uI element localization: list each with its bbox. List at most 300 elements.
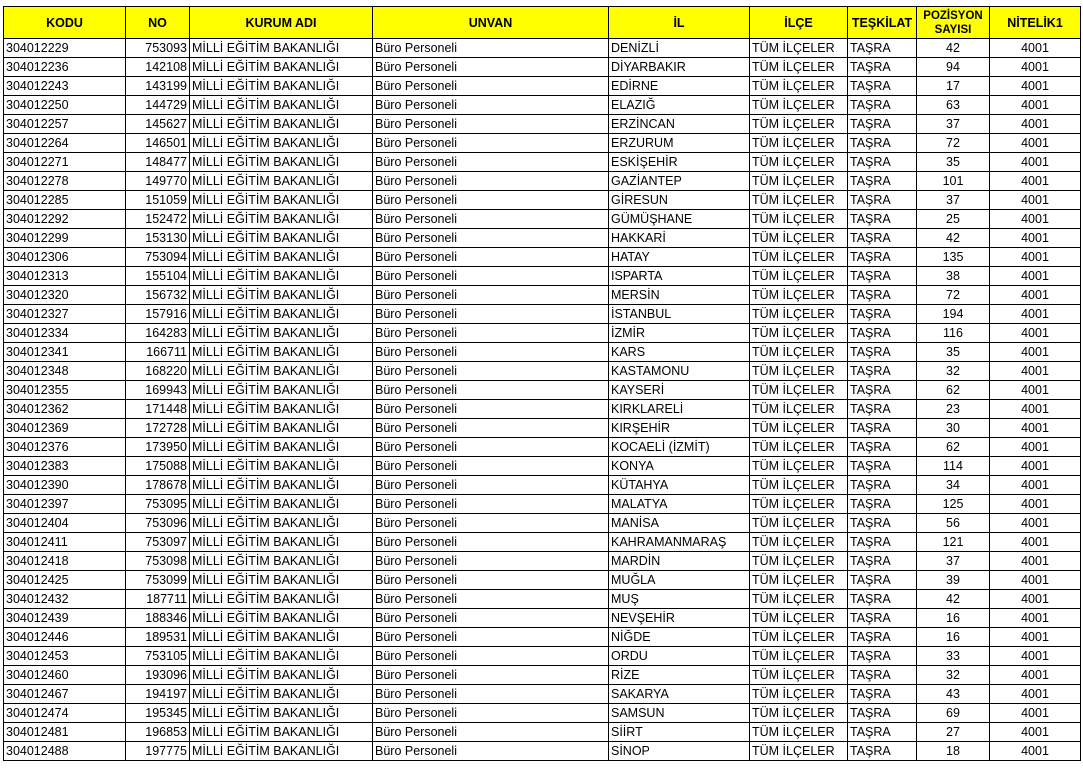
cell-pozisyon-sayisi: 27	[917, 723, 990, 742]
cell-kurum-adi: MİLLİ EĞİTİM BAKANLIĞI	[190, 438, 373, 457]
header-unvan: UNVAN	[373, 7, 609, 39]
cell-teskilat: TAŞRA	[848, 400, 917, 419]
table-row	[4, 400, 1081, 419]
cell-kodu: 304012236	[4, 58, 126, 77]
table-row	[4, 647, 1081, 666]
cell-il: KÜTAHYA	[609, 476, 750, 495]
cell-no: 157916	[126, 305, 190, 324]
cell-kurum-adi: MİLLİ EĞİTİM BAKANLIĞI	[190, 191, 373, 210]
cell-pozisyon-sayisi: 35	[917, 343, 990, 362]
cell-kodu: 304012467	[4, 685, 126, 704]
cell-nitelik1: 4001	[990, 438, 1081, 457]
header-pozisyon-line2: SAYISI	[934, 23, 972, 36]
cell-il: NİĞDE	[609, 628, 750, 647]
cell-il: ERZURUM	[609, 134, 750, 153]
cell-ilce: TÜM İLÇELER	[750, 286, 848, 305]
cell-no: 166711	[126, 343, 190, 362]
cell-il: KASTAMONU	[609, 362, 750, 381]
cell-pozisyon-sayisi: 42	[917, 590, 990, 609]
cell-pozisyon-sayisi: 114	[917, 457, 990, 476]
cell-teskilat: TAŞRA	[848, 476, 917, 495]
cell-unvan: Büro Personeli	[373, 704, 609, 723]
cell-nitelik1: 4001	[990, 191, 1081, 210]
cell-unvan: Büro Personeli	[373, 172, 609, 191]
cell-no: 197775	[126, 742, 190, 761]
cell-no: 143199	[126, 77, 190, 96]
cell-nitelik1: 4001	[990, 400, 1081, 419]
header-row	[4, 7, 1081, 39]
cell-ilce: TÜM İLÇELER	[750, 571, 848, 590]
cell-ilce: TÜM İLÇELER	[750, 191, 848, 210]
cell-pozisyon-sayisi: 94	[917, 58, 990, 77]
table-row	[4, 229, 1081, 248]
cell-ilce: TÜM İLÇELER	[750, 514, 848, 533]
cell-kodu: 304012271	[4, 153, 126, 172]
cell-unvan: Büro Personeli	[373, 324, 609, 343]
table-row	[4, 305, 1081, 324]
cell-kodu: 304012320	[4, 286, 126, 305]
cell-no: 169943	[126, 381, 190, 400]
cell-kurum-adi: MİLLİ EĞİTİM BAKANLIĞI	[190, 476, 373, 495]
table-row	[4, 172, 1081, 191]
cell-pozisyon-sayisi: 135	[917, 248, 990, 267]
cell-unvan: Büro Personeli	[373, 362, 609, 381]
cell-kodu: 304012418	[4, 552, 126, 571]
cell-il: EDİRNE	[609, 77, 750, 96]
cell-teskilat: TAŞRA	[848, 134, 917, 153]
cell-nitelik1: 4001	[990, 514, 1081, 533]
cell-teskilat: TAŞRA	[848, 229, 917, 248]
cell-pozisyon-sayisi: 101	[917, 172, 990, 191]
cell-pozisyon-sayisi: 42	[917, 39, 990, 58]
cell-teskilat: TAŞRA	[848, 590, 917, 609]
cell-ilce: TÜM İLÇELER	[750, 153, 848, 172]
cell-teskilat: TAŞRA	[848, 96, 917, 115]
cell-nitelik1: 4001	[990, 58, 1081, 77]
cell-pozisyon-sayisi: 18	[917, 742, 990, 761]
cell-no: 164283	[126, 324, 190, 343]
cell-nitelik1: 4001	[990, 666, 1081, 685]
cell-teskilat: TAŞRA	[848, 742, 917, 761]
cell-pozisyon-sayisi: 16	[917, 609, 990, 628]
cell-no: 173950	[126, 438, 190, 457]
cell-il: GÜMÜŞHANE	[609, 210, 750, 229]
cell-kurum-adi: MİLLİ EĞİTİM BAKANLIĞI	[190, 571, 373, 590]
cell-il: SİİRT	[609, 723, 750, 742]
cell-kodu: 304012362	[4, 400, 126, 419]
cell-ilce: TÜM İLÇELER	[750, 324, 848, 343]
cell-no: 753096	[126, 514, 190, 533]
cell-teskilat: TAŞRA	[848, 362, 917, 381]
cell-ilce: TÜM İLÇELER	[750, 39, 848, 58]
table-row	[4, 514, 1081, 533]
cell-kurum-adi: MİLLİ EĞİTİM BAKANLIĞI	[190, 628, 373, 647]
cell-il: ERZİNCAN	[609, 115, 750, 134]
cell-nitelik1: 4001	[990, 134, 1081, 153]
positions-table	[3, 6, 1081, 761]
cell-teskilat: TAŞRA	[848, 514, 917, 533]
cell-kodu: 304012481	[4, 723, 126, 742]
cell-il: KARS	[609, 343, 750, 362]
cell-no: 149770	[126, 172, 190, 191]
cell-ilce: TÜM İLÇELER	[750, 172, 848, 191]
cell-nitelik1: 4001	[990, 172, 1081, 191]
cell-pozisyon-sayisi: 72	[917, 134, 990, 153]
cell-no: 148477	[126, 153, 190, 172]
cell-nitelik1: 4001	[990, 609, 1081, 628]
cell-pozisyon-sayisi: 34	[917, 476, 990, 495]
header-ilce: İLÇE	[750, 7, 848, 39]
cell-ilce: TÜM İLÇELER	[750, 210, 848, 229]
cell-teskilat: TAŞRA	[848, 324, 917, 343]
cell-teskilat: TAŞRA	[848, 305, 917, 324]
cell-nitelik1: 4001	[990, 628, 1081, 647]
table-row	[4, 343, 1081, 362]
cell-nitelik1: 4001	[990, 343, 1081, 362]
table-row	[4, 476, 1081, 495]
cell-nitelik1: 4001	[990, 495, 1081, 514]
cell-unvan: Büro Personeli	[373, 723, 609, 742]
cell-kodu: 304012278	[4, 172, 126, 191]
table-row	[4, 590, 1081, 609]
cell-unvan: Büro Personeli	[373, 267, 609, 286]
cell-unvan: Büro Personeli	[373, 457, 609, 476]
cell-kurum-adi: MİLLİ EĞİTİM BAKANLIĞI	[190, 77, 373, 96]
cell-unvan: Büro Personeli	[373, 552, 609, 571]
cell-ilce: TÜM İLÇELER	[750, 666, 848, 685]
cell-kurum-adi: MİLLİ EĞİTİM BAKANLIĞI	[190, 267, 373, 286]
table-row	[4, 495, 1081, 514]
cell-ilce: TÜM İLÇELER	[750, 495, 848, 514]
cell-pozisyon-sayisi: 30	[917, 419, 990, 438]
cell-ilce: TÜM İLÇELER	[750, 305, 848, 324]
table-row	[4, 609, 1081, 628]
cell-kodu: 304012327	[4, 305, 126, 324]
table-row	[4, 628, 1081, 647]
cell-teskilat: TAŞRA	[848, 609, 917, 628]
cell-no: 196853	[126, 723, 190, 742]
cell-il: KAYSERİ	[609, 381, 750, 400]
cell-kodu: 304012390	[4, 476, 126, 495]
cell-il: KIRŞEHİR	[609, 419, 750, 438]
table-row	[4, 248, 1081, 267]
cell-kurum-adi: MİLLİ EĞİTİM BAKANLIĞI	[190, 400, 373, 419]
header-teskilat: TEŞKİLAT	[848, 7, 917, 39]
cell-no: 753105	[126, 647, 190, 666]
cell-ilce: TÜM İLÇELER	[750, 267, 848, 286]
cell-unvan: Büro Personeli	[373, 533, 609, 552]
cell-no: 187711	[126, 590, 190, 609]
cell-pozisyon-sayisi: 37	[917, 115, 990, 134]
cell-kodu: 304012376	[4, 438, 126, 457]
cell-nitelik1: 4001	[990, 115, 1081, 134]
table-row	[4, 58, 1081, 77]
cell-no: 195345	[126, 704, 190, 723]
header-pozisyon-sayisi	[917, 7, 990, 39]
cell-kurum-adi: MİLLİ EĞİTİM BAKANLIĞI	[190, 172, 373, 191]
cell-pozisyon-sayisi: 37	[917, 552, 990, 571]
cell-pozisyon-sayisi: 63	[917, 96, 990, 115]
cell-il: GAZİANTEP	[609, 172, 750, 191]
cell-il: NEVŞEHİR	[609, 609, 750, 628]
cell-ilce: TÜM İLÇELER	[750, 457, 848, 476]
cell-nitelik1: 4001	[990, 39, 1081, 58]
cell-ilce: TÜM İLÇELER	[750, 400, 848, 419]
cell-pozisyon-sayisi: 25	[917, 210, 990, 229]
header-kurum-adi: KURUM ADI	[190, 7, 373, 39]
cell-no: 155104	[126, 267, 190, 286]
cell-kurum-adi: MİLLİ EĞİTİM BAKANLIĞI	[190, 343, 373, 362]
cell-pozisyon-sayisi: 17	[917, 77, 990, 96]
cell-no: 194197	[126, 685, 190, 704]
cell-kurum-adi: MİLLİ EĞİTİM BAKANLIĞI	[190, 495, 373, 514]
cell-kodu: 304012446	[4, 628, 126, 647]
cell-pozisyon-sayisi: 16	[917, 628, 990, 647]
cell-unvan: Büro Personeli	[373, 210, 609, 229]
cell-ilce: TÜM İLÇELER	[750, 438, 848, 457]
table-row	[4, 96, 1081, 115]
cell-kurum-adi: MİLLİ EĞİTİM BAKANLIĞI	[190, 248, 373, 267]
cell-kodu: 304012355	[4, 381, 126, 400]
cell-ilce: TÜM İLÇELER	[750, 742, 848, 761]
cell-nitelik1: 4001	[990, 77, 1081, 96]
cell-kodu: 304012292	[4, 210, 126, 229]
cell-teskilat: TAŞRA	[848, 343, 917, 362]
cell-teskilat: TAŞRA	[848, 419, 917, 438]
cell-unvan: Büro Personeli	[373, 571, 609, 590]
cell-kurum-adi: MİLLİ EĞİTİM BAKANLIĞI	[190, 362, 373, 381]
cell-kurum-adi: MİLLİ EĞİTİM BAKANLIĞI	[190, 153, 373, 172]
cell-unvan: Büro Personeli	[373, 343, 609, 362]
cell-no: 753098	[126, 552, 190, 571]
cell-ilce: TÜM İLÇELER	[750, 609, 848, 628]
cell-kurum-adi: MİLLİ EĞİTİM BAKANLIĞI	[190, 742, 373, 761]
cell-kodu: 304012453	[4, 647, 126, 666]
cell-nitelik1: 4001	[990, 552, 1081, 571]
cell-kurum-adi: MİLLİ EĞİTİM BAKANLIĞI	[190, 229, 373, 248]
cell-no: 193096	[126, 666, 190, 685]
cell-il: İSTANBUL	[609, 305, 750, 324]
cell-kurum-adi: MİLLİ EĞİTİM BAKANLIĞI	[190, 419, 373, 438]
cell-teskilat: TAŞRA	[848, 552, 917, 571]
cell-kurum-adi: MİLLİ EĞİTİM BAKANLIĞI	[190, 533, 373, 552]
cell-kodu: 304012369	[4, 419, 126, 438]
cell-teskilat: TAŞRA	[848, 457, 917, 476]
cell-il: KAHRAMANMARAŞ	[609, 533, 750, 552]
cell-kodu: 304012257	[4, 115, 126, 134]
cell-unvan: Büro Personeli	[373, 647, 609, 666]
cell-il: MUĞLA	[609, 571, 750, 590]
cell-ilce: TÜM İLÇELER	[750, 723, 848, 742]
cell-il: RİZE	[609, 666, 750, 685]
cell-unvan: Büro Personeli	[373, 476, 609, 495]
cell-pozisyon-sayisi: 37	[917, 191, 990, 210]
cell-ilce: TÜM İLÇELER	[750, 343, 848, 362]
cell-no: 145627	[126, 115, 190, 134]
cell-ilce: TÜM İLÇELER	[750, 685, 848, 704]
cell-unvan: Büro Personeli	[373, 153, 609, 172]
cell-kurum-adi: MİLLİ EĞİTİM BAKANLIĞI	[190, 115, 373, 134]
cell-kodu: 304012397	[4, 495, 126, 514]
cell-ilce: TÜM İLÇELER	[750, 590, 848, 609]
cell-kurum-adi: MİLLİ EĞİTİM BAKANLIĞI	[190, 324, 373, 343]
cell-kurum-adi: MİLLİ EĞİTİM BAKANLIĞI	[190, 96, 373, 115]
cell-nitelik1: 4001	[990, 153, 1081, 172]
cell-nitelik1: 4001	[990, 210, 1081, 229]
cell-unvan: Büro Personeli	[373, 438, 609, 457]
cell-ilce: TÜM İLÇELER	[750, 362, 848, 381]
cell-il: İZMİR	[609, 324, 750, 343]
cell-il: ISPARTA	[609, 267, 750, 286]
cell-pozisyon-sayisi: 125	[917, 495, 990, 514]
table-row	[4, 742, 1081, 761]
cell-il: KONYA	[609, 457, 750, 476]
cell-kodu: 304012285	[4, 191, 126, 210]
cell-unvan: Büro Personeli	[373, 134, 609, 153]
cell-ilce: TÜM İLÇELER	[750, 96, 848, 115]
cell-kurum-adi: MİLLİ EĞİTİM BAKANLIĞI	[190, 39, 373, 58]
cell-il: MANİSA	[609, 514, 750, 533]
cell-kurum-adi: MİLLİ EĞİTİM BAKANLIĞI	[190, 58, 373, 77]
cell-kurum-adi: MİLLİ EĞİTİM BAKANLIĞI	[190, 609, 373, 628]
cell-nitelik1: 4001	[990, 476, 1081, 495]
cell-nitelik1: 4001	[990, 723, 1081, 742]
cell-no: 753094	[126, 248, 190, 267]
cell-nitelik1: 4001	[990, 590, 1081, 609]
cell-teskilat: TAŞRA	[848, 666, 917, 685]
cell-no: 144729	[126, 96, 190, 115]
cell-kodu: 304012306	[4, 248, 126, 267]
cell-pozisyon-sayisi: 23	[917, 400, 990, 419]
table-row	[4, 286, 1081, 305]
cell-il: ORDU	[609, 647, 750, 666]
table-row	[4, 39, 1081, 58]
cell-ilce: TÜM İLÇELER	[750, 552, 848, 571]
table-row	[4, 210, 1081, 229]
cell-kodu: 304012341	[4, 343, 126, 362]
cell-il: SAMSUN	[609, 704, 750, 723]
cell-unvan: Büro Personeli	[373, 77, 609, 96]
cell-nitelik1: 4001	[990, 229, 1081, 248]
cell-pozisyon-sayisi: 121	[917, 533, 990, 552]
cell-kurum-adi: MİLLİ EĞİTİM BAKANLIĞI	[190, 286, 373, 305]
cell-il: SİNOP	[609, 742, 750, 761]
cell-unvan: Büro Personeli	[373, 58, 609, 77]
table-row	[4, 115, 1081, 134]
table-row	[4, 723, 1081, 742]
cell-teskilat: TAŞRA	[848, 438, 917, 457]
table-row	[4, 191, 1081, 210]
cell-kodu: 304012229	[4, 39, 126, 58]
table-row	[4, 571, 1081, 590]
cell-nitelik1: 4001	[990, 324, 1081, 343]
cell-nitelik1: 4001	[990, 362, 1081, 381]
cell-unvan: Büro Personeli	[373, 39, 609, 58]
cell-no: 152472	[126, 210, 190, 229]
cell-nitelik1: 4001	[990, 685, 1081, 704]
cell-kodu: 304012243	[4, 77, 126, 96]
cell-no: 156732	[126, 286, 190, 305]
cell-teskilat: TAŞRA	[848, 647, 917, 666]
cell-teskilat: TAŞRA	[848, 533, 917, 552]
cell-unvan: Büro Personeli	[373, 666, 609, 685]
table-row	[4, 153, 1081, 172]
cell-unvan: Büro Personeli	[373, 514, 609, 533]
cell-nitelik1: 4001	[990, 286, 1081, 305]
cell-pozisyon-sayisi: 116	[917, 324, 990, 343]
cell-kodu: 304012432	[4, 590, 126, 609]
cell-ilce: TÜM İLÇELER	[750, 77, 848, 96]
cell-kodu: 304012425	[4, 571, 126, 590]
cell-kurum-adi: MİLLİ EĞİTİM BAKANLIĞI	[190, 381, 373, 400]
cell-kurum-adi: MİLLİ EĞİTİM BAKANLIĞI	[190, 723, 373, 742]
cell-pozisyon-sayisi: 69	[917, 704, 990, 723]
cell-nitelik1: 4001	[990, 248, 1081, 267]
cell-kodu: 304012411	[4, 533, 126, 552]
cell-teskilat: TAŞRA	[848, 77, 917, 96]
cell-ilce: TÜM İLÇELER	[750, 134, 848, 153]
cell-ilce: TÜM İLÇELER	[750, 58, 848, 77]
cell-il: ESKİŞEHİR	[609, 153, 750, 172]
cell-unvan: Büro Personeli	[373, 495, 609, 514]
cell-kurum-adi: MİLLİ EĞİTİM BAKANLIĞI	[190, 514, 373, 533]
cell-teskilat: TAŞRA	[848, 58, 917, 77]
table-row	[4, 685, 1081, 704]
cell-nitelik1: 4001	[990, 267, 1081, 286]
cell-unvan: Büro Personeli	[373, 305, 609, 324]
cell-kurum-adi: MİLLİ EĞİTİM BAKANLIĞI	[190, 666, 373, 685]
cell-teskilat: TAŞRA	[848, 39, 917, 58]
table-row	[4, 362, 1081, 381]
cell-pozisyon-sayisi: 62	[917, 381, 990, 400]
cell-pozisyon-sayisi: 32	[917, 666, 990, 685]
table-row	[4, 533, 1081, 552]
cell-teskilat: TAŞRA	[848, 571, 917, 590]
table-row	[4, 267, 1081, 286]
cell-unvan: Büro Personeli	[373, 419, 609, 438]
cell-unvan: Büro Personeli	[373, 96, 609, 115]
table-row	[4, 381, 1081, 400]
cell-nitelik1: 4001	[990, 419, 1081, 438]
cell-no: 142108	[126, 58, 190, 77]
cell-kurum-adi: MİLLİ EĞİTİM BAKANLIĞI	[190, 134, 373, 153]
cell-teskilat: TAŞRA	[848, 723, 917, 742]
cell-unvan: Büro Personeli	[373, 628, 609, 647]
cell-il: HAKKARİ	[609, 229, 750, 248]
cell-nitelik1: 4001	[990, 704, 1081, 723]
cell-unvan: Büro Personeli	[373, 191, 609, 210]
cell-ilce: TÜM İLÇELER	[750, 628, 848, 647]
cell-kodu: 304012488	[4, 742, 126, 761]
cell-teskilat: TAŞRA	[848, 495, 917, 514]
cell-il: ELAZIĞ	[609, 96, 750, 115]
cell-nitelik1: 4001	[990, 457, 1081, 476]
cell-pozisyon-sayisi: 56	[917, 514, 990, 533]
cell-kodu: 304012264	[4, 134, 126, 153]
cell-no: 753099	[126, 571, 190, 590]
cell-no: 151059	[126, 191, 190, 210]
header-il: İL	[609, 7, 750, 39]
cell-teskilat: TAŞRA	[848, 267, 917, 286]
cell-nitelik1: 4001	[990, 647, 1081, 666]
cell-unvan: Büro Personeli	[373, 248, 609, 267]
cell-ilce: TÜM İLÇELER	[750, 229, 848, 248]
cell-pozisyon-sayisi: 43	[917, 685, 990, 704]
cell-pozisyon-sayisi: 32	[917, 362, 990, 381]
cell-teskilat: TAŞRA	[848, 115, 917, 134]
cell-il: MARDİN	[609, 552, 750, 571]
table-row	[4, 704, 1081, 723]
